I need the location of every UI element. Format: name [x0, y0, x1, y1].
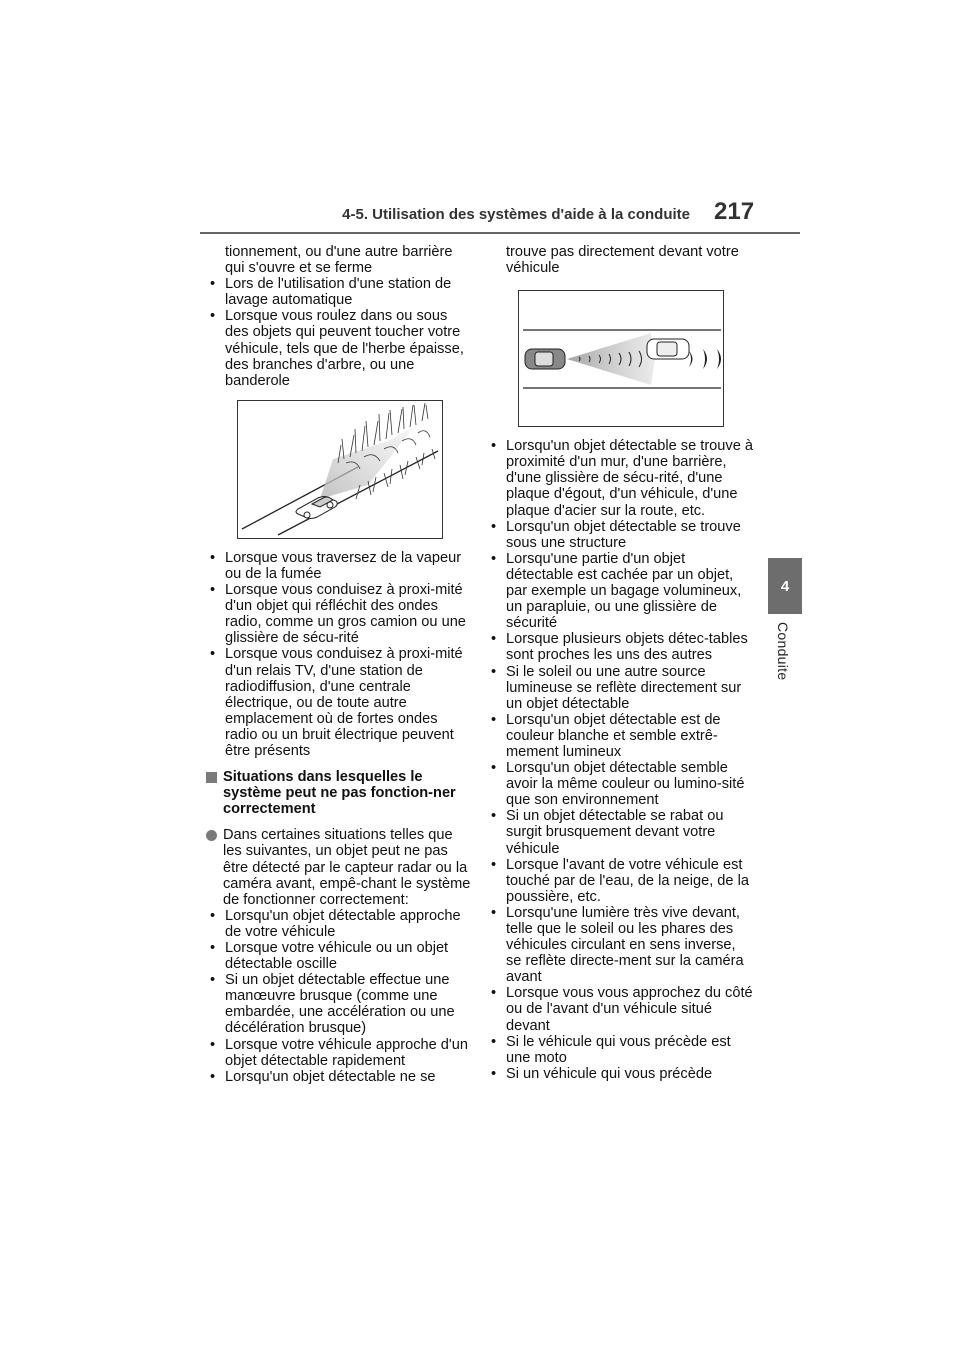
continuation-text: tionnement, ou d'une autre barrière qui s'ouvre et se ferme: [225, 244, 453, 277]
list-item: • Lorsqu'une partie d'un objet détectable est cachée par un objet, par exemple un bagage volumineux, un parapluie, ou une glissière de sécurité: [487, 551, 753, 631]
offset-vehicle-drawing: [519, 291, 723, 426]
list-item: • Lorsqu'un objet détectable se trouve sous une structure: [487, 519, 753, 551]
page-number: 217: [714, 198, 755, 225]
sub-intro-text: Dans certaines situations telles que les suivantes, un objet peut ne pas être détecté par le capteur radar ou la caméra avant, empê-chant le système de fonctionner correctement:: [223, 827, 471, 908]
header-divider: [200, 232, 800, 234]
list-item: • Lorsque vous traversez de la vapeur ou de la fumée: [206, 550, 472, 582]
list-item: • Lorsque l'avant de votre véhicule est touché par de l'eau, de la neige, de la poussière, etc.: [487, 857, 753, 905]
illustration-grass-road: [237, 400, 443, 539]
continuation-text: trouve pas directement devant votre véhicule: [506, 244, 739, 277]
list-item: • Si un objet détectable se rabat ou surgit brusquement devant votre véhicule: [487, 808, 753, 856]
list-item: • Lorsqu'un objet détectable ne se: [206, 1069, 472, 1085]
sub-intro: [206, 827, 472, 907]
list-item: • Lorsque plusieurs objets détec-tables sont proches les uns des autres: [487, 631, 753, 663]
list-item: • Lorsque votre véhicule ou un objet détectable oscille: [206, 940, 472, 972]
list-item: • Lorsque vous roulez dans ou sous des objets qui peuvent toucher votre véhicule, tels que de l'herbe épaisse, des branches d'arbre, ou une banderole: [206, 308, 472, 388]
list-item: • Lorsqu'une lumière très vive devant, telle que le soleil ou les phares des véhicules circulant en sens inverse, se reflète directe-ment sur la caméra avant: [487, 905, 753, 985]
section-title: 4-5. Utilisation des systèmes d'aide à la conduite: [342, 206, 690, 223]
section-heading-text: Situations dans lesquelles le système peut ne pas fonction-ner correctement: [223, 769, 456, 818]
list-item: • Si un objet détectable effectue une manœuvre brusque (comme une embardée, une accélération ou une décélération brusque): [206, 972, 472, 1036]
list-item: • Lorsqu'un objet détectable se trouve à proximité d'un mur, d'une barrière, d'une glissière de sécu-rité, d'une plaque d'égout, d'un véhicule, d'une plaque d'acier sur la route, etc.: [487, 438, 753, 518]
square-bullet-icon: [206, 772, 217, 783]
chapter-tab: 4: [768, 558, 802, 614]
list-item: • Lorsqu'un objet détectable approche de votre véhicule: [206, 908, 472, 940]
section-heading: [206, 769, 472, 817]
left-column: [206, 244, 472, 1085]
circle-bullet-icon: [206, 830, 217, 841]
list-item: • Lorsque votre véhicule approche d'un objet détectable rapidement: [206, 1037, 472, 1069]
grass-road-drawing: [238, 401, 442, 538]
list-item: • Lorsqu'un objet détectable semble avoir la même couleur ou lumino-sité que son environnement: [487, 760, 753, 808]
list-item: • Lorsque vous conduisez à proxi-mité d'un relais TV, d'une station de radiodiffusion, d'une centrale électrique, ou de toute autre emplacement où de fortes ondes radio ou un bruit électrique peuvent être présents: [206, 646, 472, 759]
list-item: • Lorsque vous conduisez à proxi-mité d'un objet qui réfléchit des ondes radio, comme un gros camion ou une glissière de sécu-rité: [206, 582, 472, 646]
list-item: • Si le soleil ou une autre source lumineuse se reflète directement sur un objet détectable: [487, 664, 753, 712]
illustration-offset-vehicle: [518, 290, 724, 427]
list-item: • Si un véhicule qui vous précède: [487, 1066, 753, 1082]
list-item: • Lorsqu'un objet détectable est de couleur blanche et semble extrê-mement lumineux: [487, 712, 753, 760]
list-item: • Si le véhicule qui vous précède est une moto: [487, 1034, 753, 1066]
chapter-label: Conduite: [775, 622, 791, 681]
right-column: [487, 244, 753, 1082]
list-item: • Lors de l'utilisation d'une station de lavage automatique: [206, 276, 472, 308]
list-item: • Lorsque vous vous approchez du côté ou de l'avant d'un véhicule situé devant: [487, 985, 753, 1033]
